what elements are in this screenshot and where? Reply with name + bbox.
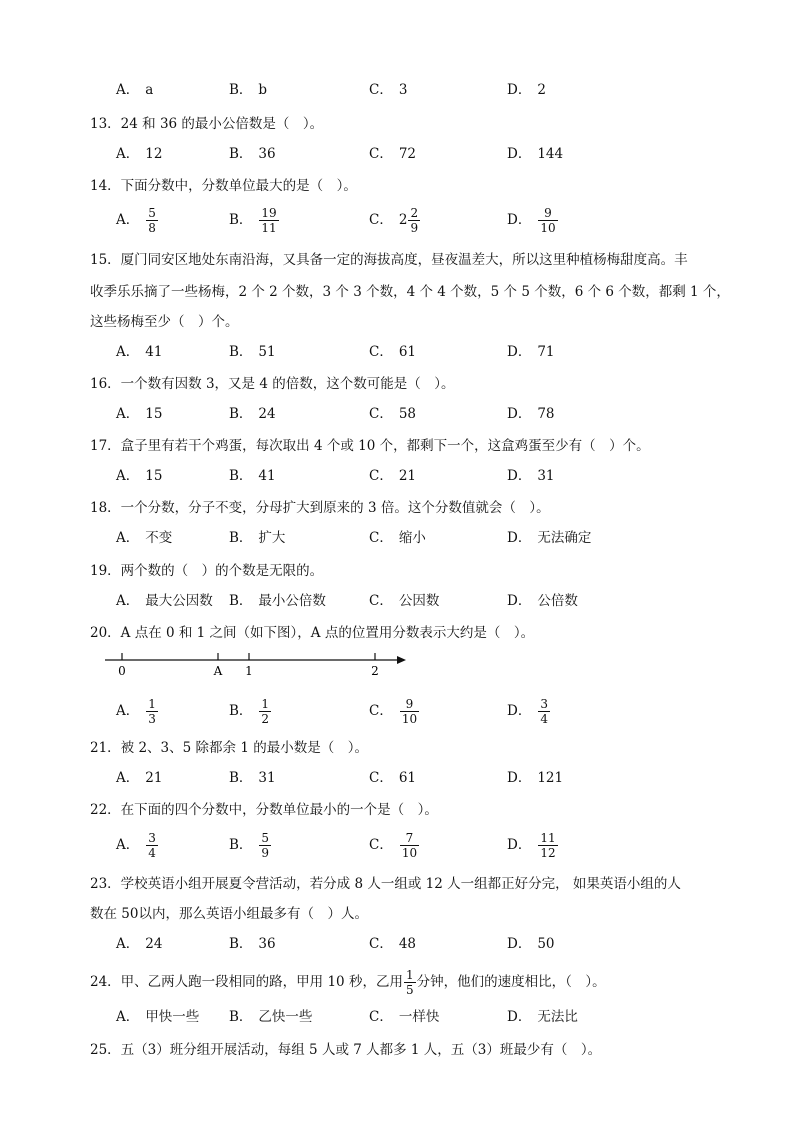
option-text: 15 (145, 468, 163, 484)
option-d (507, 520, 591, 556)
option-text: 58 (398, 406, 417, 422)
option-d (507, 72, 546, 108)
option-a (116, 334, 162, 370)
option-label: D． (507, 530, 532, 546)
option-a (116, 136, 162, 172)
option-label: B． (229, 468, 253, 484)
option-text: 15 (145, 406, 163, 422)
fraction-numerator: 19 (261, 205, 277, 220)
fraction-numerator: 1 (148, 696, 156, 711)
q13-options (116, 136, 776, 172)
fraction-denominator: 8 (148, 220, 156, 235)
option-label: D． (507, 1009, 532, 1025)
option-d (507, 693, 551, 729)
option-label: C． (369, 82, 393, 98)
fraction-numerator: 1 (261, 696, 270, 711)
option-c (369, 334, 416, 370)
option-label: A． (116, 212, 140, 228)
option-b (229, 827, 272, 863)
question-24-fraction (404, 968, 416, 997)
option-label: A． (116, 837, 140, 853)
option-a (116, 520, 172, 556)
fraction-denominator: 10 (401, 845, 418, 860)
option-c (369, 760, 416, 796)
option-label: B． (229, 936, 253, 952)
tick-label-1: 1 (245, 664, 253, 678)
option-a (116, 202, 159, 238)
option-b (229, 520, 285, 556)
option-text: 公倍数 (537, 593, 578, 609)
option-text: 最小公倍数 (258, 593, 326, 609)
option-label: C． (369, 837, 393, 853)
option-text: 36 (258, 936, 276, 952)
fraction-numerator: 3 (148, 830, 156, 845)
option-text: 2 (537, 82, 546, 98)
question-24-text-after: 分钟，他们的速度相比，（ ）。 (416, 974, 606, 990)
option-text: 24 (258, 406, 276, 422)
fraction-denominator: 10 (401, 711, 418, 726)
fraction-denominator: 11 (261, 220, 277, 235)
option-c (369, 583, 439, 619)
question-22: 22．在下面的四个分数中，分数单位最小的一个是（ ）。 (90, 802, 438, 818)
option-b (229, 458, 276, 494)
question-18: 18．一个分数，分子不变，分母扩大到原来的 3 倍。这个分数值就会（ ）。 (90, 500, 550, 516)
q17-options (116, 458, 776, 494)
option-a (116, 583, 213, 619)
question-14: 14．下面分数中，分数单位最大的是（ ）。 (90, 178, 357, 194)
option-text: 12 (145, 146, 163, 162)
fraction (538, 206, 557, 235)
fraction-denominator: 9 (410, 220, 419, 235)
option-c (369, 458, 416, 494)
option-text: 50 (537, 936, 555, 952)
option-text: 一样快 (398, 1009, 440, 1025)
fraction-denominator: 12 (540, 845, 556, 860)
option-label: A． (116, 530, 140, 546)
option-label: A． (116, 1009, 140, 1025)
option-d (507, 999, 578, 1035)
question-20: 20．A 点在 0 和 1 之间（如下图），A 点的位置用分数表示大约是（ ）。 (90, 625, 535, 641)
fraction (146, 697, 158, 726)
option-label: B． (229, 703, 253, 719)
option-text: 121 (537, 770, 564, 786)
option-label: C． (369, 770, 393, 786)
option-label: B． (229, 593, 253, 609)
option-text: 缩小 (398, 530, 426, 546)
option-text: 公因数 (398, 593, 440, 609)
fraction-denominator: 4 (540, 711, 548, 726)
option-label: D． (507, 837, 532, 853)
option-label: B． (229, 837, 253, 853)
number-line (100, 648, 410, 680)
option-label: A． (116, 82, 140, 98)
option-a (116, 396, 162, 432)
option-label: B． (229, 1009, 253, 1025)
option-label: D． (507, 406, 532, 422)
option-b (229, 583, 326, 619)
option-text: 21 (145, 770, 163, 786)
fraction (538, 831, 557, 860)
option-text: b (258, 82, 268, 98)
option-b (229, 926, 276, 962)
option-text: 无法比 (537, 1009, 578, 1025)
q14-options (116, 202, 776, 238)
option-label: A． (116, 593, 140, 609)
number-line-arrow (397, 656, 406, 664)
option-label: B． (229, 530, 253, 546)
option-text: 36 (258, 146, 276, 162)
option-a (116, 827, 159, 863)
option-label: B． (229, 146, 253, 162)
option-label: A． (116, 703, 140, 719)
option-label: C． (369, 593, 393, 609)
option-label: A． (116, 468, 140, 484)
option-text: 61 (398, 770, 417, 786)
option-label: B． (229, 344, 253, 360)
option-c (369, 396, 416, 432)
option-text: a (145, 82, 154, 98)
option-d (507, 396, 555, 432)
option-label: D． (507, 936, 532, 952)
q21-options (116, 760, 776, 796)
q24-options (116, 999, 776, 1035)
option-c (369, 999, 439, 1035)
fraction (146, 831, 158, 860)
option-label: C． (369, 468, 393, 484)
option-label: C． (369, 344, 393, 360)
fraction-numerator: 11 (540, 830, 556, 845)
option-text: 71 (537, 344, 555, 360)
option-label: C． (369, 530, 393, 546)
option-c (369, 827, 420, 863)
q23-options (116, 926, 776, 962)
question-19: 19．两个数的（ ）的个数是无限的。 (90, 563, 324, 579)
q12-options (116, 72, 776, 108)
option-label: A． (116, 406, 140, 422)
fraction-denominator: 2 (261, 711, 270, 726)
fraction-numerator: 7 (405, 830, 414, 845)
option-d (507, 827, 559, 863)
q15-options (116, 334, 776, 370)
option-d (507, 583, 578, 619)
mixed-number-whole: 2 (398, 212, 408, 228)
option-d (507, 926, 555, 962)
option-text: 甲快一些 (145, 1009, 200, 1025)
tick-label-a: A (213, 664, 223, 678)
fraction-denominator: 4 (148, 845, 156, 860)
option-text: 78 (537, 406, 555, 422)
option-label: D． (507, 703, 532, 719)
fraction-numerator: 5 (261, 830, 270, 845)
option-label: B． (229, 82, 253, 98)
option-b (229, 999, 312, 1035)
option-c (369, 693, 420, 729)
fraction (259, 697, 271, 726)
option-text: 31 (258, 770, 276, 786)
q18-options (116, 520, 776, 556)
option-label: C． (369, 1009, 393, 1025)
option-label: A． (116, 344, 140, 360)
option-text: 144 (537, 146, 564, 162)
option-label: C． (369, 146, 393, 162)
option-text: 51 (258, 344, 276, 360)
option-text: 无法确定 (537, 530, 592, 546)
option-b (229, 72, 267, 108)
option-label: C． (369, 212, 393, 228)
option-a (116, 458, 162, 494)
option-c (369, 202, 421, 238)
option-text: 41 (145, 344, 163, 360)
option-label: D． (507, 344, 532, 360)
fraction (400, 831, 419, 860)
option-text: 48 (398, 936, 417, 952)
option-a (116, 926, 162, 962)
question-24-text-before: 24．甲、乙两人跑一段相同的路，甲用 10 秒，乙用 (90, 974, 403, 990)
option-c (369, 926, 416, 962)
option-d (507, 458, 555, 494)
option-text: 61 (398, 344, 417, 360)
option-d (507, 202, 559, 238)
option-d (507, 760, 563, 796)
question-23-line-2: 数在 50以内，那么英语小组最多有（ ）人。 (90, 906, 368, 922)
fraction-numerator: 1 (405, 968, 414, 982)
q16-options (116, 396, 776, 432)
q19-options (116, 583, 776, 619)
question-15-line-1: 15．厦门同安区地处东南沿海，又具备一定的海拔高度，昼夜温差大，所以这里种植杨梅甜度高。丰 (90, 252, 688, 268)
option-text: 31 (537, 468, 555, 484)
option-b (229, 202, 280, 238)
option-label: D． (507, 146, 532, 162)
option-c (369, 72, 407, 108)
option-label: B． (229, 406, 253, 422)
option-label: B． (229, 212, 253, 228)
q20-options (116, 693, 776, 729)
option-c (369, 136, 416, 172)
question-21: 21．被 2、3、5 除都余 1 的最小数是（ ）。 (90, 740, 368, 756)
option-a (116, 999, 199, 1035)
question-24 (90, 965, 606, 999)
option-text: 3 (398, 82, 408, 98)
question-15-line-3: 这些杨梅至少（ ）个。 (90, 314, 239, 330)
question-23-line-1: 23．学校英语小组开展夏令营活动，若分成 8 人一组或 12 人一组都正好分完， 如果英语小组的人 (90, 876, 681, 892)
option-b (229, 334, 276, 370)
option-label: D． (507, 468, 532, 484)
fraction (259, 206, 278, 235)
option-text: 24 (145, 936, 163, 952)
option-label: D． (507, 593, 532, 609)
option-text: 21 (398, 468, 417, 484)
option-label: C． (369, 406, 393, 422)
option-label: A． (116, 146, 140, 162)
option-label: C． (369, 703, 393, 719)
q22-options (116, 827, 776, 863)
fraction-numerator: 9 (544, 205, 552, 220)
option-text: 72 (398, 146, 417, 162)
fraction-numerator: 3 (540, 696, 548, 711)
option-text: 最大公因数 (145, 593, 213, 609)
option-a (116, 72, 153, 108)
fraction-denominator: 10 (540, 220, 556, 235)
option-a (116, 760, 162, 796)
option-d (507, 136, 563, 172)
option-d (507, 334, 555, 370)
fraction-numerator: 2 (410, 205, 419, 220)
option-label: D． (507, 212, 532, 228)
fraction (400, 697, 419, 726)
option-text: 不变 (145, 530, 173, 546)
fraction (538, 697, 550, 726)
question-25: 25．五（3）班分组开展活动，每组 5 人或 7 人都多 1 人，五（3）班最少有（ ）。 (90, 1042, 602, 1058)
option-a (116, 693, 159, 729)
fraction (146, 206, 158, 235)
option-label: C． (369, 936, 393, 952)
option-label: B． (229, 770, 253, 786)
option-label: D． (507, 82, 532, 98)
option-b (229, 760, 276, 796)
fraction-denominator: 5 (405, 983, 414, 997)
option-label: A． (116, 936, 140, 952)
fraction (408, 206, 420, 235)
option-b (229, 136, 276, 172)
option-c (369, 520, 426, 556)
fraction (259, 831, 271, 860)
option-label: A． (116, 770, 140, 786)
question-17: 17．盒子里有若干个鸡蛋，每次取出 4 个或 10 个，都剩下一个，这盒鸡蛋至少有（ ）个。 (90, 438, 650, 454)
option-text: 扩大 (258, 530, 286, 546)
option-label: D． (507, 770, 532, 786)
tick-label-2: 2 (371, 664, 379, 678)
option-text: 41 (258, 468, 276, 484)
fraction-numerator: 9 (405, 696, 414, 711)
question-16: 16．一个数有因数 3，又是 4 的倍数，这个数可能是（ ）。 (90, 376, 455, 392)
fraction-numerator: 5 (148, 205, 156, 220)
fraction-denominator: 3 (148, 711, 156, 726)
question-13: 13．24 和 36 的最小公倍数是（ ）。 (90, 116, 324, 132)
option-b (229, 693, 272, 729)
option-text: 乙快一些 (258, 1009, 313, 1025)
fraction-denominator: 9 (261, 845, 270, 860)
option-b (229, 396, 276, 432)
question-15-line-2: 收季乐乐摘了一些杨梅，2 个 2 个数，3 个 3 个数，4 个 4 个数，5 个 5 个数，6 个 6 个数，都剩 1 个， (90, 284, 730, 300)
tick-label-0: 0 (118, 664, 126, 678)
